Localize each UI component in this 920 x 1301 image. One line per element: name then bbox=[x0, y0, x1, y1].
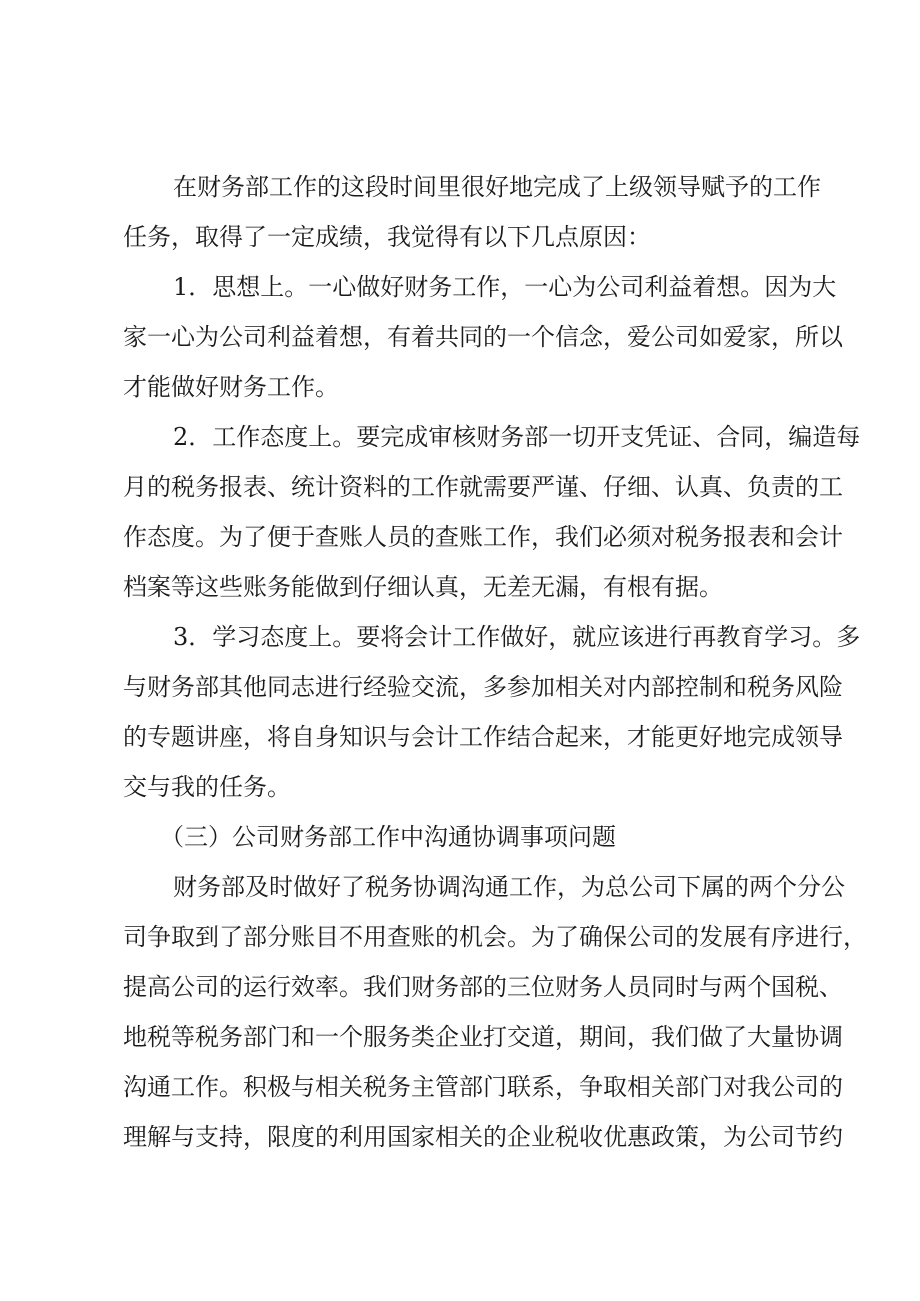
list-item-line: 家一心为公司利益着想，有着共同的一个信念，爱公司如爱家，所以 bbox=[123, 323, 843, 351]
section-heading: （三）公司财务部工作中沟通协调事项问题 bbox=[160, 823, 616, 851]
paragraph-line: 提高公司的运行效率。我们财务部的三位财务人员同时与两个国税、 bbox=[123, 973, 843, 1001]
paragraph-line: 任务，取得了一定成绩，我觉得有以下几点原因： bbox=[123, 223, 651, 251]
paragraph-line: 财务部及时做好了税务协调沟通工作，为总公司下属的两个分公 bbox=[173, 873, 845, 901]
paragraph-line: 在财务部工作的这段时间里很好地完成了上级领导赋予的工作 bbox=[173, 173, 821, 201]
list-item-line: 作态度。为了便于查账人员的查账工作，我们必须对税务报表和会计 bbox=[123, 523, 843, 551]
list-item-line: 月的税务报表、统计资料的工作就需要严谨、仔细、认真、负责的工 bbox=[123, 473, 843, 501]
list-item-line: 与财务部其他同志进行经验交流，多参加相关对内部控制和税务风险 bbox=[123, 673, 843, 701]
list-item-line: 的专题讲座，将自身知识与会计工作结合起来，才能更好地完成领导 bbox=[123, 723, 843, 751]
list-item-line: 才能做好财务工作。 bbox=[123, 373, 339, 401]
list-item-line: 1．思想上。一心做好财务工作，一心为公司利益着想。因为大 bbox=[173, 273, 837, 301]
list-item-line: 交与我的任务。 bbox=[123, 773, 291, 801]
list-item-line: 3．学习态度上。要将会计工作做好，就应该进行再教育学习。多 bbox=[173, 623, 861, 651]
list-item-line: 2．工作态度上。要完成审核财务部一切开支凭证、合同，编造每 bbox=[173, 423, 861, 451]
paragraph-line: 地税等税务部门和一个服务类企业打交道，期间，我们做了大量协调 bbox=[123, 1023, 843, 1051]
paragraph-line: 沟通工作。积极与相关税务主管部门联系，争取相关部门对我公司的 bbox=[123, 1073, 843, 1101]
list-item-line: 档案等这些账务能做到仔细认真，无差无漏，有根有据。 bbox=[123, 573, 723, 601]
paragraph-line: 理解与支持，限度的利用国家相关的企业税收优惠政策，为公司节约 bbox=[123, 1123, 843, 1151]
paragraph-line: 司争取到了部分账目不用查账的机会。为了确保公司的发展有序进行， bbox=[123, 923, 867, 951]
